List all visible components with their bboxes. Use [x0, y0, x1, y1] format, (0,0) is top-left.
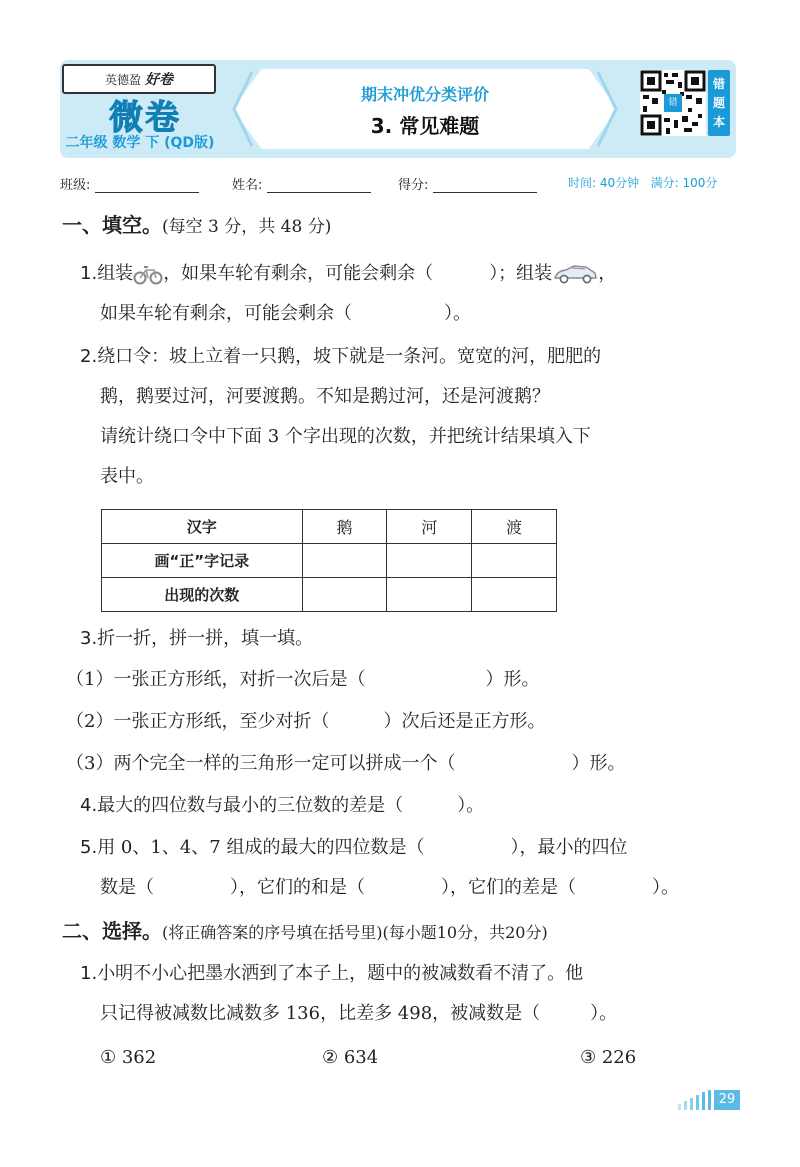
q3-text: 折一折，拼一拼，填一填。: [97, 628, 314, 649]
q5-text: ）。: [652, 877, 679, 898]
page-bars-icon: [676, 1090, 712, 1110]
class-blank[interactable]: [95, 178, 199, 193]
choice-option-2[interactable]: ② 634: [322, 1047, 379, 1068]
wrong-book-char: 题: [712, 95, 725, 110]
series-title: 微卷: [109, 98, 181, 138]
q5-text: ），它们的差是（: [441, 877, 576, 898]
question-number: 2.: [80, 346, 98, 367]
q3-text: ）形。: [485, 669, 540, 690]
section-1-title: 一、填空。: [62, 213, 162, 237]
q3-text: ）次后还是正方形。: [383, 711, 546, 732]
title-plate-frame: [232, 66, 618, 152]
wrong-book-char: 错: [712, 76, 725, 91]
q4-text: ）。: [457, 795, 485, 816]
question-3-title: [80, 627, 313, 651]
q1-text: ）。: [444, 303, 471, 324]
q5-text: ），最小的四位: [510, 837, 628, 858]
table-row: [102, 544, 557, 578]
unit-title: 3. 常见难题: [370, 114, 480, 138]
answer-cell[interactable]: [302, 578, 387, 612]
choice-option-3[interactable]: ③ 226: [580, 1047, 637, 1068]
question-3-sub-2: [66, 710, 545, 734]
choice-q1-text: ）。: [590, 1003, 618, 1024]
table-header-cell: 鹅: [302, 510, 387, 544]
question-2-line-2: 鹅，鹅要过河，河要渡鹅。不知是鹅过河，还是河渡鹅？: [100, 386, 550, 407]
section-1-note: (每空 3 分，共 48 分): [162, 217, 332, 237]
table-header-cell: 汉字: [102, 510, 303, 544]
answer-cell[interactable]: [387, 544, 472, 578]
question-number: 1.: [80, 263, 98, 284]
section-1-heading: [62, 213, 331, 239]
section-2-heading: [62, 919, 548, 945]
table-row-label: 出现的次数: [102, 578, 303, 612]
question-number: 5.: [80, 837, 98, 858]
question-5-line-1: [80, 836, 627, 860]
bicycle-icon: [133, 262, 163, 286]
tally-table: [101, 509, 557, 612]
question-number: 3.: [80, 628, 98, 649]
car-icon: [552, 262, 598, 286]
question-1-line-2: [100, 302, 471, 326]
class-label: 班级:: [60, 178, 91, 193]
section-2-note: (将正确答案的序号填在括号里)(每小题10分，共20分): [162, 923, 548, 942]
q3-text: ）形。: [571, 753, 626, 774]
q1-text: ，如果车轮有剩余，可能会剩余（: [163, 263, 434, 284]
q5-text: ），它们的和是（: [230, 877, 365, 898]
q3-text: （1）一张正方形纸，对折一次后是（: [66, 669, 366, 690]
table-header-cell: 河: [387, 510, 472, 544]
answer-cell[interactable]: [472, 578, 557, 612]
q4-text: 最大的四位数与最小的三位数的差是（: [97, 795, 404, 816]
question-2-line-4: 表中。: [100, 466, 154, 487]
table-row: [102, 510, 557, 544]
answer-cell[interactable]: [387, 578, 472, 612]
question-number: 1.: [80, 963, 98, 984]
q5-text: 用 0、1、4、7 组成的最大的四位数是（: [97, 837, 425, 858]
title-plate: [232, 66, 618, 152]
name-field: [232, 174, 371, 193]
class-field: [60, 174, 199, 193]
full-score: 满分: 100分: [650, 176, 718, 190]
q5-text: 数是（: [100, 877, 154, 898]
question-5-line-2: [100, 876, 679, 900]
q2-text: 绕口令：坡上立着一只鹅，坡下就是一条河。宽宽的河，肥肥的: [97, 346, 602, 367]
question-3-sub-3: [66, 752, 625, 776]
table-header-cell: 渡: [472, 510, 557, 544]
time-limit: 时间: 40分钟: [568, 176, 640, 190]
evaluation-title: 期末冲优分类评价: [360, 85, 489, 104]
choice-question-1-line-2: [100, 1002, 617, 1026]
choice-q1-text: 小明不小心把墨水洒到了本子上，题中的被减数看不清了。他: [97, 963, 584, 984]
question-1-line-1: [80, 262, 616, 286]
student-info-line: [60, 174, 750, 196]
page-number: 29: [714, 1090, 740, 1110]
answer-cell[interactable]: [302, 544, 387, 578]
table-row: [102, 578, 557, 612]
q1-text: 如果车轮有剩余，可能会剩余（: [100, 303, 352, 324]
brand-mark: 好卷: [145, 72, 173, 88]
section-2-title: 二、选择。: [62, 919, 162, 943]
wrong-book-char: 本: [712, 114, 725, 129]
publisher-name: 英德盈: [104, 72, 141, 87]
q3-text: （2）一张正方形纸，至少对折（: [66, 711, 330, 732]
table-row-label: 画“正”字记录: [102, 544, 303, 578]
exam-meta: [568, 174, 717, 191]
answer-cell[interactable]: [472, 544, 557, 578]
question-number: 4.: [80, 795, 98, 816]
choice-option-1[interactable]: ① 362: [100, 1047, 157, 1068]
question-3-sub-1: [66, 668, 539, 692]
q3-text: （3）两个完全一样的三角形一定可以拼成一个（: [66, 753, 456, 774]
choice-question-1-line-1: [80, 962, 583, 986]
score-blank[interactable]: [433, 178, 537, 193]
q1-text: 组装: [97, 263, 134, 284]
score-label: 得分:: [398, 178, 429, 193]
grade-subject: 二年级 数学 下 (QD版): [65, 135, 215, 151]
score-field: [398, 174, 537, 193]
qr-center-label: 错: [664, 94, 682, 112]
q1-text: ）；组装: [489, 263, 553, 284]
wrong-book-tab[interactable]: [708, 70, 730, 136]
question-2-line-1: [80, 345, 601, 369]
name-blank[interactable]: [267, 178, 371, 193]
choice-q1-text: 只记得被减数比减数多 136，比差多 498，被减数是（: [100, 1003, 541, 1024]
question-4: [80, 794, 484, 818]
name-label: 姓名:: [232, 178, 263, 193]
q1-text: ，: [598, 263, 617, 284]
question-2-line-3: 请统计绕口令中下面 3 个字出现的次数，并把统计结果填入下: [100, 426, 591, 447]
